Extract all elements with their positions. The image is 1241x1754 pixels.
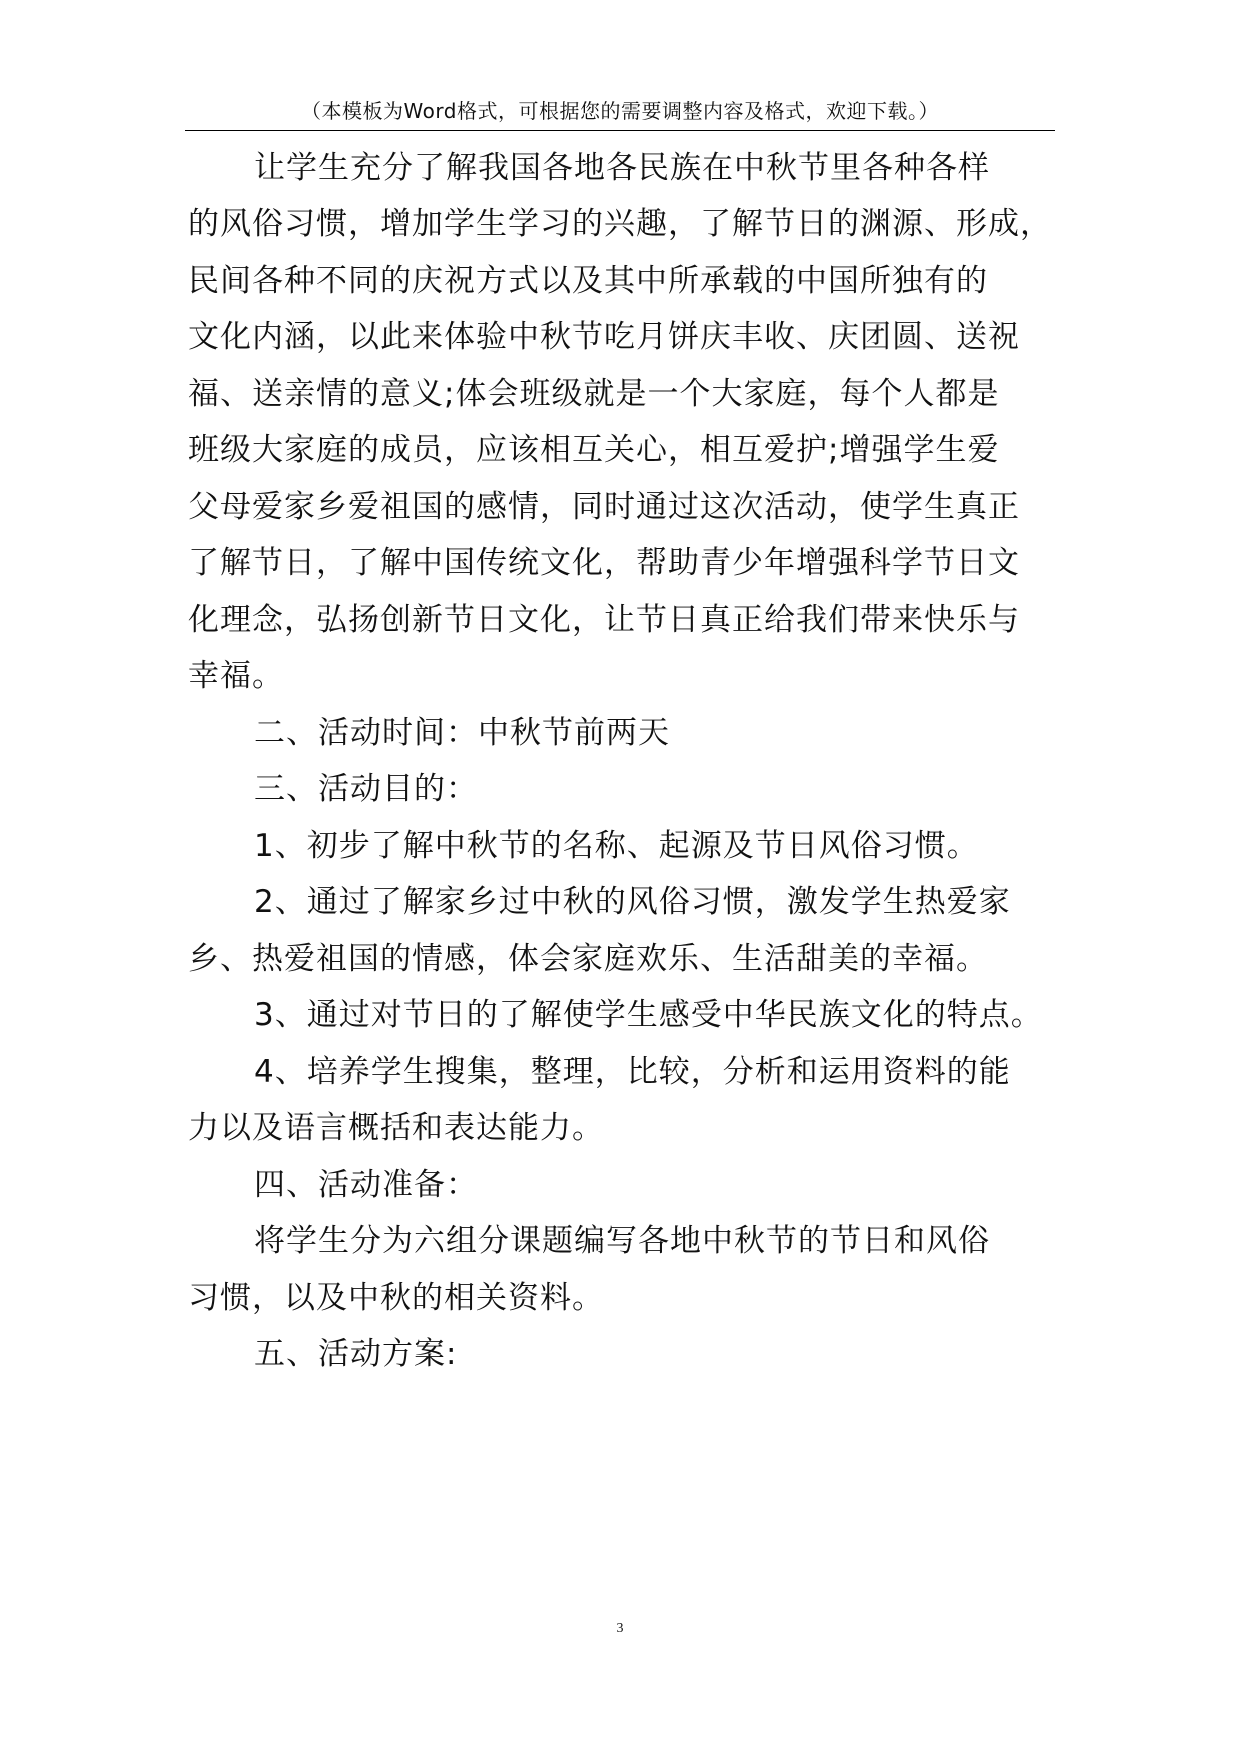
paragraph-line: 化理念，弘扬创新节日文化，让节日真正给我们带来快乐与 [188,602,1020,638]
list-item-continuation: 乡、热爱祖国的情感，体会家庭欢乐、生活甜美的幸福。 [188,941,988,977]
paragraph-line: 了解节日，了解中国传统文化，帮助青少年增强科学节日文 [188,545,1020,581]
list-item-continuation: 力以及语言概括和表达能力。 [188,1110,604,1146]
paragraph-line: 福、送亲情的意义;体会班级就是一个大家庭，每个人都是 [188,376,1000,412]
section-heading-plan: 五、活动方案: [254,1336,458,1372]
list-item: 3、通过对节日的了解使学生感受中华民族文化的特点。 [254,997,1043,1033]
list-item: 1、初步了解中秋节的名称、起源及节日风俗习惯。 [254,828,979,864]
paragraph-line: 文化内涵，以此来体验中秋节吃月饼庆丰收、庆团圆、送祝 [188,319,1020,355]
header-divider [185,130,1055,131]
section-heading-preparation: 四、活动准备： [254,1167,478,1203]
paragraph-line: 幸福。 [188,658,284,694]
paragraph-line: 班级大家庭的成员，应该相互关心，相互爱护;增强学生爱 [188,432,1000,468]
list-item: 4、培养学生搜集，整理，比较，分析和运用资料的能 [254,1054,1011,1090]
paragraph-line: 的风俗习惯，增加学生学习的兴趣，了解节日的渊源、形成， [188,206,1052,242]
paragraph-line: 让学生充分了解我国各地各民族在中秋节里各种各样 [254,150,990,186]
paragraph-line: 民间各种不同的庆祝方式以及其中所承载的中国所独有的 [188,263,988,299]
paragraph-line: 将学生分为六组分课题编写各地中秋节的节日和风俗 [254,1223,990,1259]
page-number: 3 [616,1621,624,1636]
list-item: 2、通过了解家乡过中秋的风俗习惯，激发学生热爱家 [254,884,1011,920]
section-heading-purpose: 三、活动目的： [254,771,478,807]
paragraph-line: 习惯，以及中秋的相关资料。 [188,1280,604,1316]
paragraph-line: 父母爱家乡爱祖国的感情，同时通过这次活动，使学生真正 [188,489,1020,525]
section-heading-time: 二、活动时间：中秋节前两天 [254,715,670,751]
template-note-header: （本模板为Word格式，可根据您的需要调整内容及格式，欢迎下载。） [301,99,939,123]
